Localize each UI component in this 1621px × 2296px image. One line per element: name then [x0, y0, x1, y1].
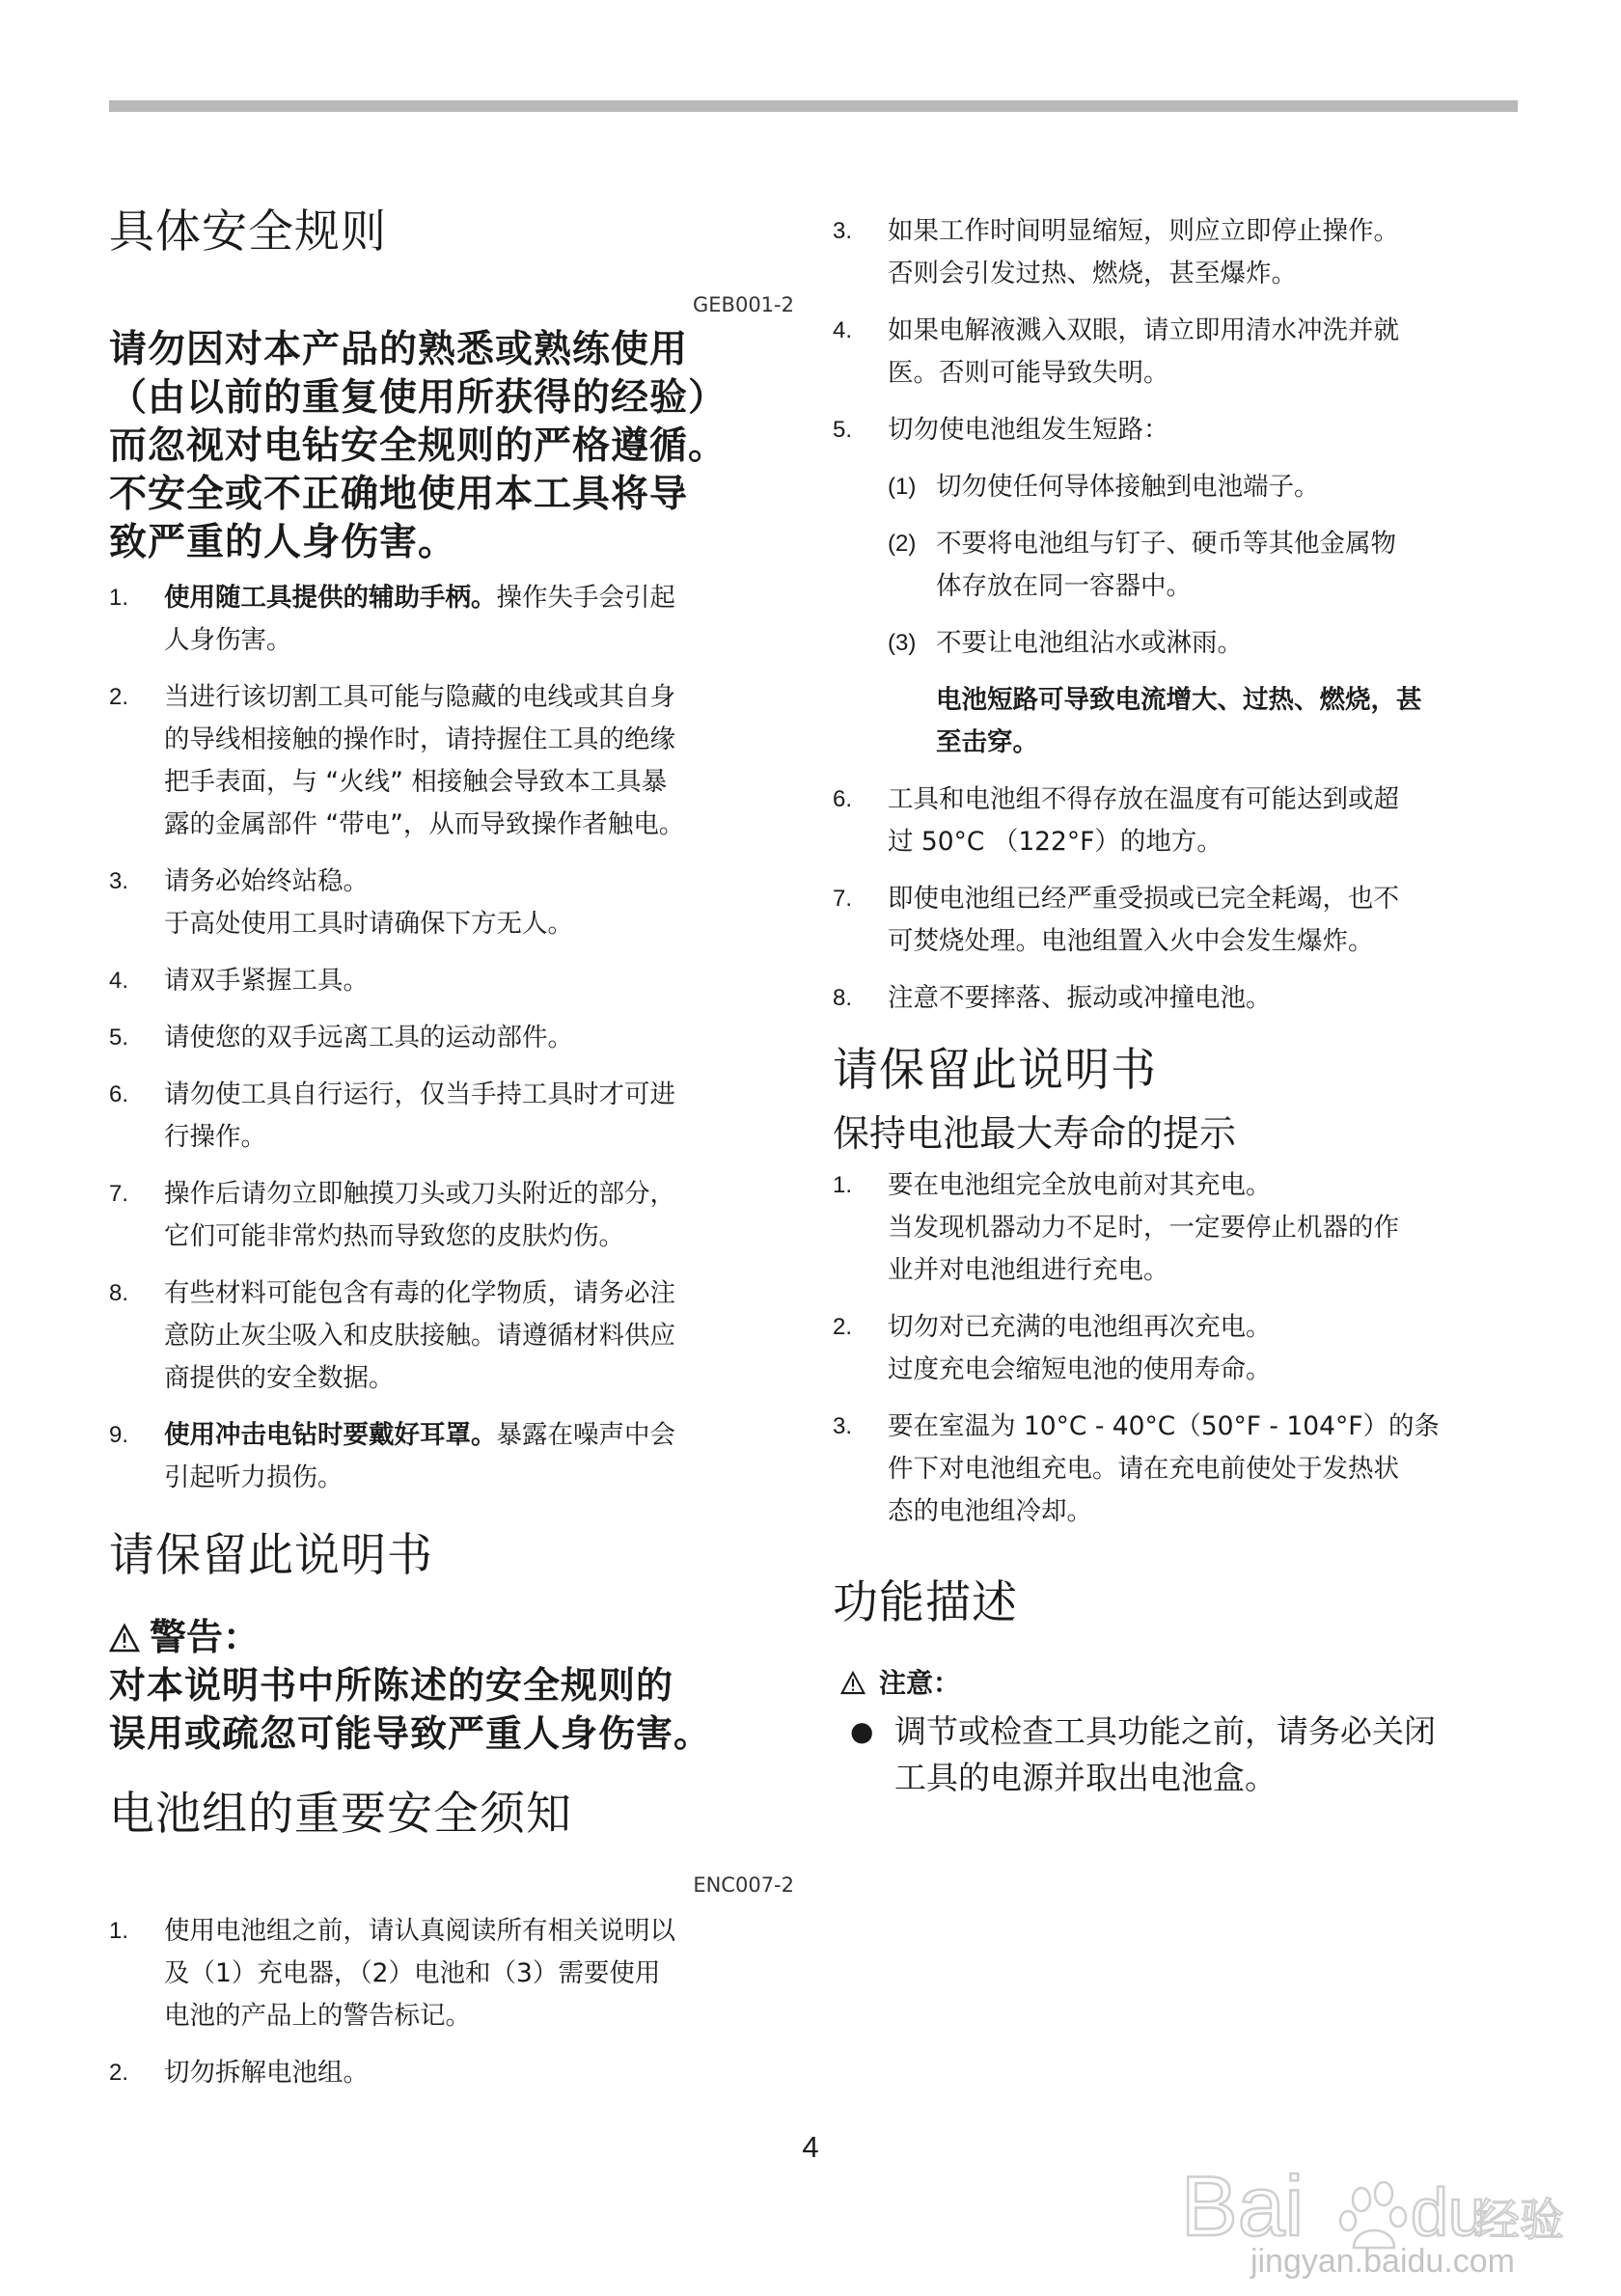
item-line: 请使您的双手远离工具的运动部件。: [164, 1023, 573, 1052]
warning-line: 对本说明书中所陈述的安全规则的: [109, 1664, 674, 1707]
section-title-function: 功能描述: [833, 1576, 1018, 1629]
item-number: 1.: [833, 1172, 853, 1198]
lead-line: 致严重的人身伤害。: [109, 521, 457, 564]
item-line: 注意不要摔落、振动或冲撞电池。: [888, 983, 1272, 1013]
section-title-keep-manual: 请保留此说明书: [109, 1529, 433, 1582]
item-number: 4.: [833, 317, 853, 343]
warning-triangle-icon: [109, 1624, 140, 1653]
item-number: 2.: [109, 2060, 129, 2086]
sub-item: [833, 466, 1518, 508]
bullet-dot-icon: ●: [850, 1715, 874, 1747]
item-line: 商提供的安全数据。: [164, 1363, 395, 1393]
sub-item-number: (1): [888, 474, 917, 500]
item-number: 4.: [109, 968, 129, 994]
item-number: 3.: [833, 1413, 853, 1439]
item-number: 3.: [833, 218, 853, 244]
item-line: 过 50°C （122°F）的地方。: [888, 827, 1223, 857]
doc-code-enc: ENC007-2: [693, 1873, 794, 1897]
right-column: [833, 210, 1518, 1801]
item-number: 2.: [109, 684, 129, 710]
item-bold-text: 使用冲击电钻时要戴好耳罩。: [164, 1420, 497, 1450]
list-item: [833, 977, 1518, 1020]
svg-text:经验: 经验: [1475, 2194, 1564, 2246]
caution-line: 调节或检查工具功能之前，请务必关闭: [894, 1712, 1436, 1750]
list-item: [109, 577, 794, 662]
item-line: 如果工作时间明显缩短，则应立即停止操作。: [888, 216, 1399, 246]
item-line: 工具和电池组不得存放在温度有可能达到或超: [888, 784, 1399, 814]
list-item: [109, 1414, 794, 1499]
caution-title-text: 注意：: [879, 1667, 961, 1699]
item-line: 使用电池组之前，请认真阅读所有相关说明以: [164, 1916, 675, 1946]
section-title-battery-safety: 电池组的重要安全须知: [109, 1788, 572, 1841]
item-number: 1.: [109, 585, 129, 611]
item-bold-text: 使用随工具提供的辅助手柄。: [164, 583, 497, 613]
subsection-title-battery-tips: 保持电池最大寿命的提示: [833, 1112, 1237, 1155]
list-item: [109, 960, 794, 1002]
sub-item-number: (2): [888, 531, 917, 557]
item-number: 5.: [109, 1025, 129, 1051]
list-item: [833, 1164, 1518, 1292]
item-line: 过度充电会缩短电池的使用寿命。: [888, 1354, 1272, 1384]
list-item: [833, 210, 1518, 295]
item-line: 要在电池组完全放电前对其充电。: [888, 1170, 1272, 1200]
item-line: 行操作。: [164, 1122, 266, 1152]
list-item: [109, 1074, 794, 1159]
lead-line: 而忽视对电钻安全规则的严格遵循。: [109, 424, 728, 468]
battery-list-right: [833, 210, 1518, 451]
lead-line: 请勿因对本产品的熟悉或熟练使用: [109, 328, 689, 371]
item-number: 1.: [109, 1918, 129, 1944]
top-rule: [109, 100, 1518, 112]
item-line: 医。否则可能导致失明。: [888, 358, 1169, 388]
list-item: [833, 409, 1518, 451]
item-line: 当发现机器动力不足时，一定要停止机器的作: [888, 1213, 1399, 1243]
item-line: 切勿使电池组发生短路：: [888, 415, 1169, 445]
list-item: [109, 676, 794, 846]
svg-text:du: du: [1411, 2174, 1486, 2250]
section-title-specific-rules: 具体安全规则: [109, 205, 387, 259]
caution-title: [833, 1662, 1518, 1705]
item-line: 及（1）充电器，（2）电池和（3）需要使用: [164, 1958, 661, 1988]
list-item: [833, 1306, 1518, 1391]
item-line: 电池的产品上的警告标记。: [164, 2001, 471, 2031]
item-text: 操作失手会引起: [496, 583, 675, 613]
item-text: 暴露在噪声中会: [496, 1420, 675, 1450]
list-item: [833, 779, 1518, 863]
note-line: 电池短路可导致电流增大、过热、燃烧，甚: [936, 685, 1422, 715]
battery-list-left: [109, 1910, 794, 2094]
list-item: [109, 1017, 794, 1059]
list-item: [833, 310, 1518, 395]
item-line: 请务必始终站稳。: [164, 866, 369, 896]
sub-item: [833, 622, 1518, 665]
lead-line: （由以前的重复使用所获得的经验）: [109, 376, 728, 420]
item-line: 操作后请勿立即触摸刀头或刀头附近的部分，: [164, 1179, 675, 1209]
list-item: [109, 861, 794, 945]
item-line: 可焚烧处理。电池组置入火中会发生爆炸。: [888, 926, 1374, 956]
item-line: 它们可能非常灼热而导致您的皮肤灼伤。: [164, 1221, 624, 1251]
warning-title-text: 警告：: [150, 1616, 261, 1658]
item-number: 6.: [109, 1081, 129, 1107]
item-line: 切勿使任何导体接触到电池端子。: [936, 472, 1320, 502]
item-number: 8.: [833, 985, 853, 1011]
item-number: 9.: [109, 1422, 129, 1448]
item-text: 引起听力损伤。: [164, 1462, 343, 1492]
item-number: 2.: [833, 1314, 853, 1340]
item-line: 露的金属部件 “带电”，从而导致操作者触电。: [164, 809, 685, 839]
item-line: 意防止灰尘吸入和皮肤接触。请遵循材料供应: [164, 1321, 675, 1351]
lead-warning: [109, 326, 794, 567]
note-line: 至击穿。: [936, 727, 1038, 757]
item-line: 即使电池组已经严重受损或已完全耗竭，也不: [888, 884, 1399, 914]
item-number: 7.: [833, 886, 853, 912]
section-title-keep-manual-2: 请保留此说明书: [833, 1044, 1157, 1097]
item-line: 体存放在同一容器中。: [936, 571, 1192, 601]
item-line: 如果电解液溅入双眼，请立即用清水冲洗并就: [888, 315, 1399, 345]
item-number: 5.: [833, 417, 853, 443]
sub-item-number: (3): [888, 630, 917, 656]
doc-code-geb: GEB001-2: [693, 293, 794, 316]
page-number: 4: [802, 2130, 819, 2164]
left-column: [109, 203, 794, 2094]
list-item: [109, 2052, 794, 2094]
watermark-url: jingyan.baidu.com: [1250, 2243, 1515, 2280]
item-line: 件下对电池组充电。请在充电前使处于发热状: [888, 1454, 1399, 1484]
list-item: [109, 1910, 794, 2037]
warning-line: 误用或疏忽可能导致严重人身伤害。: [109, 1712, 712, 1755]
item-number: 7.: [109, 1181, 129, 1207]
item-text: 人身伤害。: [164, 625, 292, 655]
list-item: [833, 1406, 1518, 1533]
warning-title: [109, 1613, 794, 1661]
sub-item: [833, 523, 1518, 608]
item-number: 6.: [833, 786, 853, 812]
list-item: [109, 1272, 794, 1400]
item-line: 有些材料可能包含有毒的化学物质，请务必注: [164, 1278, 675, 1308]
item-line: 否则会引发过热、燃烧，甚至爆炸。: [888, 259, 1297, 288]
item-number: 3.: [109, 868, 129, 894]
item-line: 态的电池组冷却。: [888, 1496, 1092, 1526]
svg-text:Bai: Bai: [1181, 2158, 1305, 2254]
caution-line: 工具的电源并取出电池盒。: [894, 1759, 1277, 1796]
item-line: 不要将电池组与钉子、硬币等其他金属物: [936, 529, 1396, 559]
short-circuit-sublist: [833, 466, 1518, 665]
safety-rules-list: [109, 577, 794, 1499]
warning-block: [109, 1613, 794, 1758]
item-line: 不要让电池组沾水或淋雨。: [936, 628, 1243, 658]
caution-triangle-icon: [840, 1671, 865, 1695]
lead-line: 不安全或不正确地使用本工具将导: [109, 473, 689, 516]
item-line: 要在室温为 10°C - 40°C（50°F - 104°F）的条: [888, 1411, 1440, 1441]
battery-tips-list: [833, 1164, 1518, 1533]
short-circuit-note: [833, 679, 1518, 764]
list-item: [833, 878, 1518, 963]
item-line: 当进行该切割工具可能与隐藏的电线或其自身: [164, 682, 675, 712]
list-item: [109, 1173, 794, 1258]
item-line: 业并对电池组进行充电。: [888, 1255, 1169, 1285]
battery-list-right-2: [833, 779, 1518, 1020]
item-line: 的导线相接触的操作时，请持握住工具的绝缘: [164, 724, 675, 754]
caution-bullet: [833, 1708, 1518, 1801]
item-line: 于高处使用工具时请确保下方无人。: [164, 909, 573, 939]
item-number: 8.: [109, 1280, 129, 1306]
item-line: 把手表面，与 “火线” 相接触会导致本工具暴: [164, 767, 668, 797]
item-line: 切勿拆解电池组。: [164, 2058, 369, 2088]
item-line: 切勿对已充满的电池组再次充电。: [888, 1312, 1272, 1342]
item-line: 请双手紧握工具。: [164, 966, 369, 996]
item-line: 请勿使工具自行运行，仅当手持工具时才可进: [164, 1080, 675, 1109]
